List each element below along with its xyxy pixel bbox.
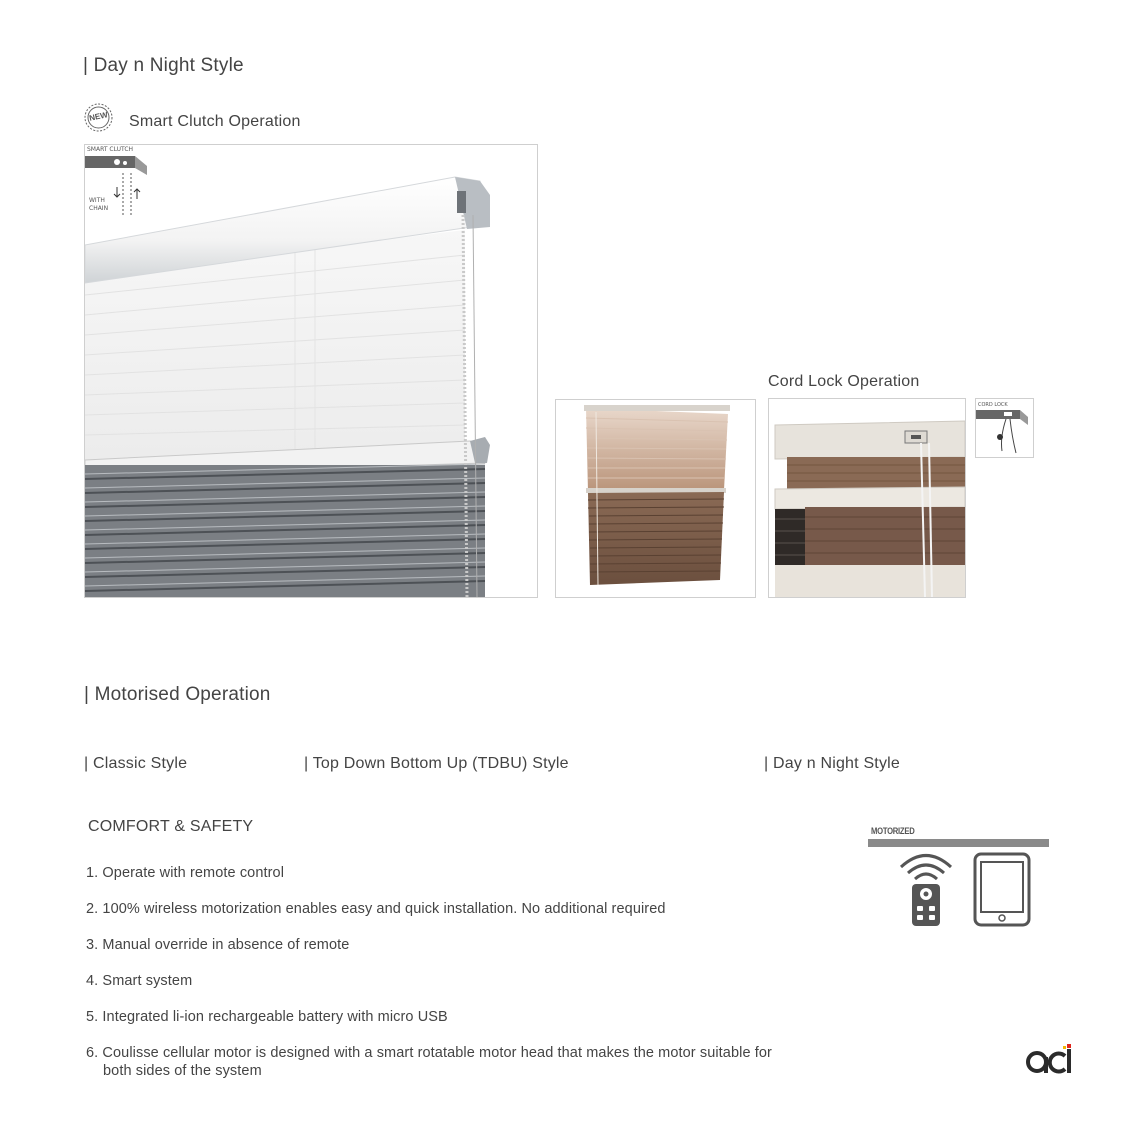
smart-clutch-icon-line2: CHAIN bbox=[89, 205, 109, 212]
new-badge-text: NEW bbox=[88, 110, 109, 123]
cord-lock-mechanism-icon bbox=[976, 407, 1033, 457]
comfort-item-2: 2. 100% wireless motorization enables easy and quick installation. No additional required bbox=[86, 901, 666, 917]
brand-logo bbox=[1025, 1043, 1075, 1077]
remote-control-icon bbox=[898, 850, 954, 928]
comfort-item-4: 4. Smart system bbox=[86, 973, 193, 989]
brown-blind-illustration bbox=[556, 400, 755, 597]
comfort-item-1: 1. Operate with remote control bbox=[86, 865, 285, 881]
comfort-item-6: 6. Coulisse cellular motor is designed with a smart rotatable motor head that makes the motor suitable for bbox=[86, 1045, 772, 1061]
comfort-item-6-continued: both sides of the system bbox=[103, 1063, 262, 1079]
cord-lock-product-image bbox=[768, 398, 966, 598]
comfort-item-5: 5. Integrated li-ion rechargeable battery with micro USB bbox=[86, 1009, 448, 1025]
smart-clutch-with-chain-icon bbox=[85, 145, 155, 217]
comfort-item-3: 3. Manual override in absence of remote bbox=[86, 937, 350, 953]
smart-clutch-product-image bbox=[84, 144, 538, 598]
motorized-icon-group bbox=[868, 822, 1050, 932]
brown-blind-product-image bbox=[555, 399, 756, 598]
smart-clutch-icon-title: SMART CLUTCH bbox=[87, 146, 134, 153]
section-title-day-n-night: | Day n Night Style bbox=[83, 55, 244, 76]
new-badge bbox=[84, 103, 113, 132]
motorized-badge-text: MOTORIZED bbox=[871, 826, 915, 836]
motorized-rail bbox=[868, 839, 1049, 847]
cord-lock-icon bbox=[975, 398, 1034, 458]
cord-lock-label: Cord Lock Operation bbox=[768, 373, 920, 390]
section-title-motorised: | Motorised Operation bbox=[84, 684, 271, 705]
comfort-safety-heading: COMFORT & SAFETY bbox=[88, 818, 254, 835]
style-day-n-night: | Day n Night Style bbox=[764, 755, 901, 772]
smart-clutch-icon-line1: WITH bbox=[89, 197, 105, 204]
ad-logo-icon bbox=[1025, 1043, 1075, 1077]
cord-lock-blind-illustration bbox=[769, 399, 965, 597]
smart-clutch-label: Smart Clutch Operation bbox=[129, 113, 301, 130]
cord-lock-icon-title: CORD LOCK bbox=[978, 402, 1008, 408]
style-tdbu: | Top Down Bottom Up (TDBU) Style bbox=[304, 755, 569, 772]
style-classic: | Classic Style bbox=[84, 755, 188, 772]
tablet-icon bbox=[973, 852, 1031, 927]
